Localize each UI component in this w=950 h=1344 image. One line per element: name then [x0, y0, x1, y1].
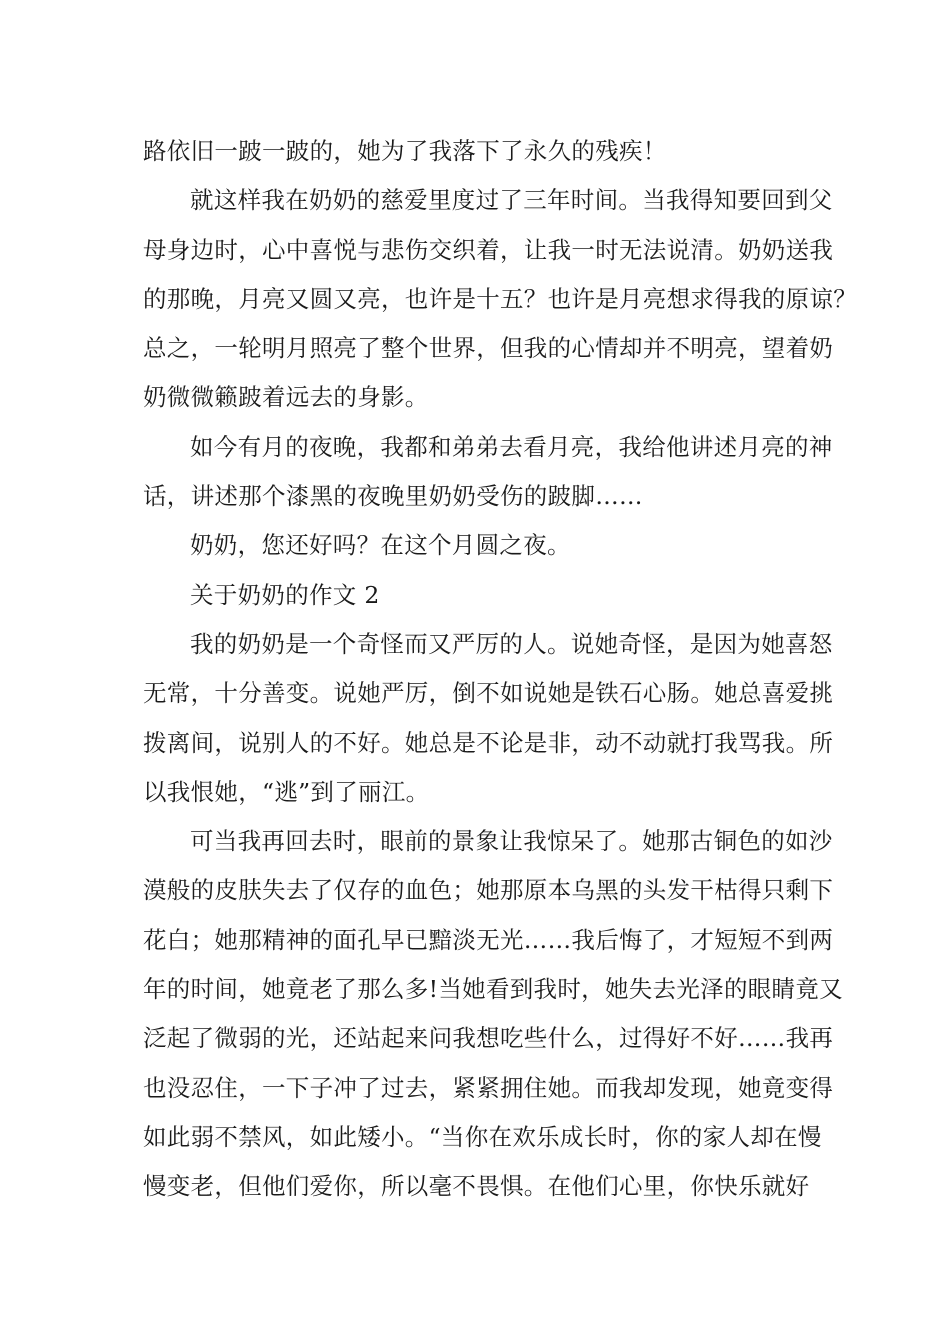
text-line: 慢变老，但他们爱你，所以毫不畏惧。在他们心里，你快乐就好	[143, 1172, 810, 1201]
text-line: 拨离间，说别人的不好。她总是不论是非，动不动就打我骂我。所	[143, 728, 834, 757]
text-line: 无常，十分善变。说她严厉，倒不如说她是铁石心肠。她总喜爱挑	[143, 679, 834, 708]
text-line: 关于奶奶的作文 2	[190, 580, 380, 609]
text-line: 也没忍住，一下子冲了过去，紧紧拥住她。而我却发现，她竟变得	[143, 1073, 834, 1102]
text-line: 话，讲述那个漆黑的夜晚里奶奶受伤的跛脚……	[143, 482, 643, 511]
text-line: 以我恨她，“逃”到了丽江。	[143, 777, 430, 806]
text-line: 母身边时，心中喜悦与悲伤交织着，让我一时无法说清。奶奶送我	[143, 235, 834, 264]
text-line: 漠般的皮肤失去了仅存的血色；她那原本乌黑的头发干枯得只剩下	[143, 876, 834, 905]
text-line: 的那晚，月亮又圆又亮，也许是十五？也许是月亮想求得我的原谅？	[143, 284, 857, 313]
text-line: 如此弱不禁风，如此矮小。“当你在欢乐成长时，你的家人却在慢	[143, 1122, 822, 1151]
text-line: 花白；她那精神的面孔早已黯淡无光……我后悔了，才短短不到两	[143, 925, 834, 954]
text-line: 总之，一轮明月照亮了整个世界，但我的心情却并不明亮，望着奶	[143, 334, 834, 363]
text-line: 奶微微籁跛着远去的身影。	[143, 383, 429, 412]
text-line: 我的奶奶是一个奇怪而又严厉的人。说她奇怪，是因为她喜怒	[190, 629, 833, 658]
text-line: 路依旧一跛一跛的，她为了我落下了永久的残疾！	[143, 137, 667, 165]
text-line: 年的时间，她竟老了那么多!当她看到我时，她失去光泽的眼睛竟又	[143, 975, 843, 1004]
text-line: 可当我再回去时，眼前的景象让我惊呆了。她那古铜色的如沙	[190, 827, 833, 856]
text-line: 泛起了微弱的光，还站起来问我想吃些什么，过得好不好……我再	[143, 1024, 834, 1053]
text-line: 奶奶，您还好吗？在这个月圆之夜。	[190, 531, 571, 560]
essay-body	[143, 127, 857, 1212]
text-line: 如今有月的夜晚，我都和弟弟去看月亮，我给他讲述月亮的神	[190, 432, 833, 461]
text-line: 就这样我在奶奶的慈爱里度过了三年时间。当我得知要回到父	[190, 186, 833, 215]
